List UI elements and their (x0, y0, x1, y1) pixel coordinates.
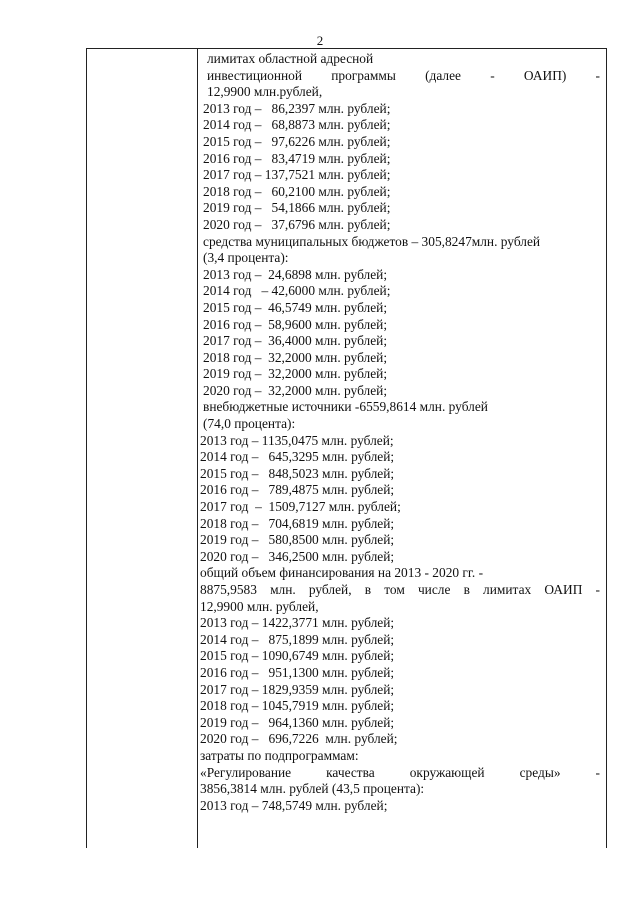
text-line: 2020 год – 696,7226 млн. рублей; (200, 731, 398, 747)
text-line: 2018 год – 60,2100 млн. рублей; (203, 183, 391, 199)
text-line: 2017 год – 137,7521 млн. рублей; (203, 167, 391, 183)
text-line: 3856,3814 млн. рублей (43,5 процента): (200, 781, 425, 797)
text-line: 2014 год – 68,8873 млн. рублей; (203, 117, 391, 133)
text-line: общий объем финансирования на 2013 - 2020 гг. - (200, 565, 484, 581)
text-line: 2017 год – 36,4000 млн. рублей; (203, 333, 388, 349)
text-line: 2015 год – 97,6226 млн. рублей; (203, 133, 391, 149)
text-line: внебюджетные источники -6559,8614 млн. рублей (203, 399, 488, 415)
text-line: 2013 год – 24,6898 млн. рублей; (203, 266, 388, 282)
text-line: 2019 год – 32,2000 млн. рублей; (203, 366, 388, 382)
text-line: 2013 год – 1422,3771 млн. рублей; (200, 615, 395, 631)
text-line: 2014 год – 42,6000 млн. рублей; (203, 283, 391, 299)
text-line: 2016 год – 951,1300 млн. рублей; (200, 664, 395, 680)
text-line: 2015 год – 46,5749 млн. рублей; (203, 299, 388, 315)
text-line: 2017 год – 1829,9359 млн. рублей; (200, 681, 395, 697)
column-divider (197, 49, 198, 848)
table-frame (86, 48, 607, 848)
text-line: лимитах областной адресной (207, 51, 374, 66)
text-line: 2020 год – 37,6796 млн. рублей; (203, 216, 391, 232)
text-line: 12,9900 млн. рублей, (200, 598, 319, 614)
text-line: 8875,9583 млн. рублей, в том числе в лимитах ОАИП - (200, 582, 600, 597)
text-line: 2018 год – 1045,7919 млн. рублей; (200, 698, 395, 714)
text-line: «Регулирование качества окружающей среды» - (200, 764, 600, 780)
text-line: 2016 год – 789,4875 млн. рублей; (200, 482, 395, 498)
text-line: инвестиционной программы (далее - ОАИП) - (207, 67, 600, 83)
text-line: 2019 год – 580,8500 млн. рублей; (200, 532, 395, 548)
text-line: 2013 год – 86,2397 млн. рублей; (203, 100, 391, 116)
page-number: 2 (316, 33, 324, 48)
text-line: (3,4 процента): (203, 250, 289, 266)
text-line: 2016 год – 58,9600 млн. рублей; (203, 316, 388, 332)
text-line: 2017 год – 1509,7127 млн. рублей; (200, 499, 401, 515)
text-line: 2014 год – 645,3295 млн. рублей; (200, 449, 395, 465)
text-line: 12,9900 млн.рублей, (207, 84, 323, 100)
text-line: 2018 год – 704,6819 млн. рублей; (200, 515, 395, 531)
text-line: 2016 год – 83,4719 млн. рублей; (203, 150, 391, 166)
text-line: 2015 год – 848,5023 млн. рублей; (200, 465, 395, 481)
text-line: средства муниципальных бюджетов – 305,8247млн. рублей (203, 233, 541, 249)
text-line: 2019 год – 964,1360 млн. рублей; (200, 714, 395, 730)
text-line: 2013 год – 748,5749 млн. рублей; (200, 797, 388, 813)
text-line: 2015 год – 1090,6749 млн. рублей; (200, 648, 395, 664)
funding-text (200, 51, 600, 814)
text-line: затраты по подпрограммам: (200, 747, 359, 763)
text-line: 2020 год – 346,2500 млн. рублей; (200, 548, 395, 564)
text-line: 2018 год – 32,2000 млн. рублей; (203, 349, 388, 365)
text-line: (74,0 процента): (203, 416, 296, 432)
text-line: 2013 год – 1135,0475 млн. рублей; (200, 432, 394, 448)
text-line: 2014 год – 875,1899 млн. рублей; (200, 631, 395, 647)
text-line: 2019 год – 54,1866 млн. рублей; (203, 200, 391, 216)
text-line: 2020 год – 32,2000 млн. рублей; (203, 382, 388, 398)
